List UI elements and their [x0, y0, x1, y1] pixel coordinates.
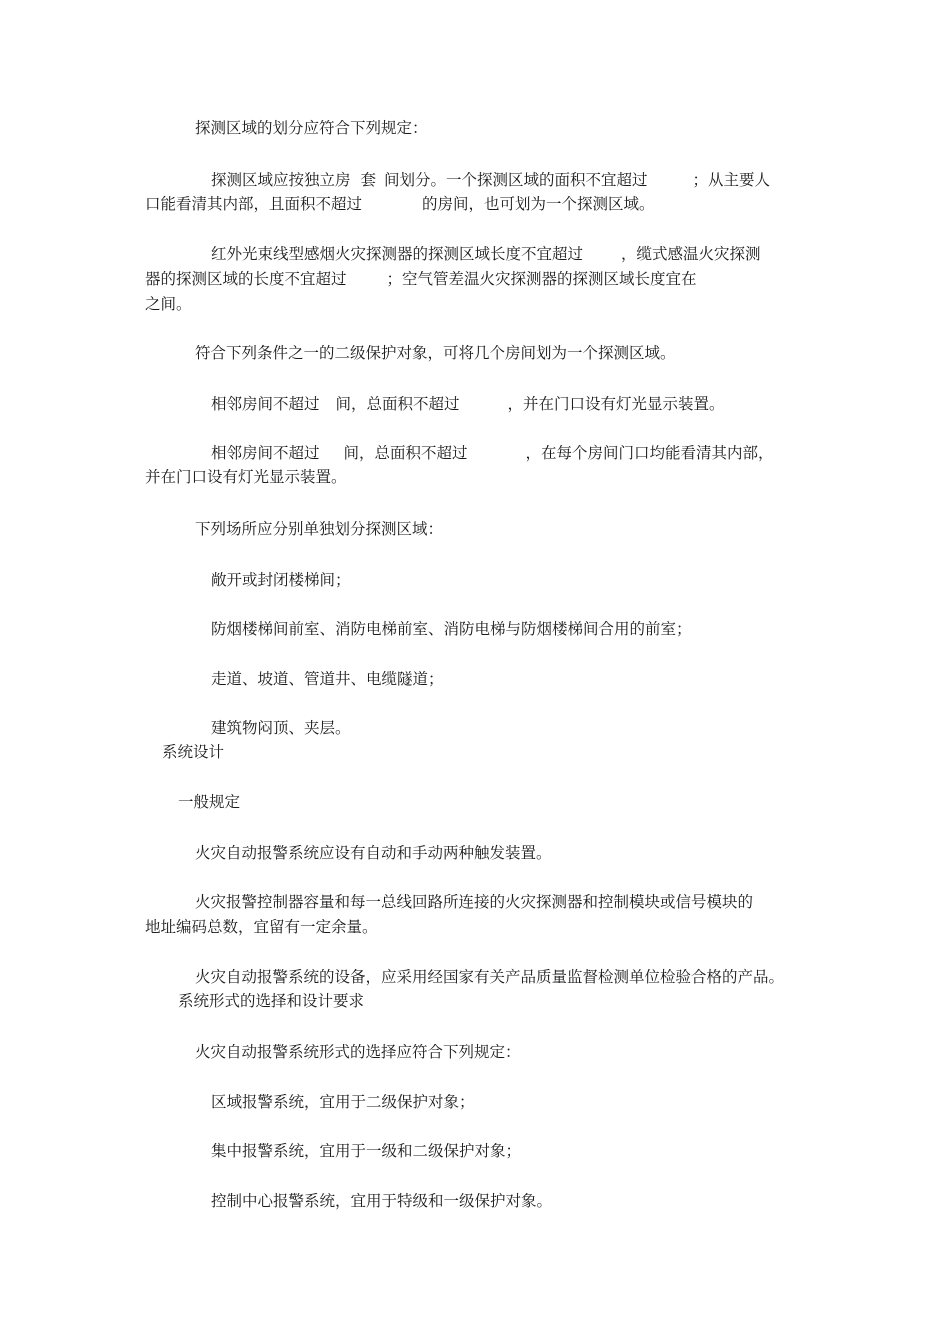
- text-segment: ，缆式感温火灾探测: [621, 245, 761, 263]
- text-segment: ，在每个房间门口均能看清其内部，: [525, 444, 774, 462]
- paragraph-detection-zone-rules: 探测区域的划分应符合下列规定：: [195, 119, 428, 137]
- paragraph-separate-zones: 下列场所应分别单独划分探测区域：: [195, 520, 444, 538]
- subsection-heading: 系统形式的选择和设计要求: [178, 992, 365, 1010]
- paragraph-system-form: 火灾自动报警系统形式的选择应符合下列规定：: [195, 1043, 521, 1061]
- list-item: 集中报警系统，宜用于一级和二级保护对象；: [211, 1142, 522, 1160]
- text-segment: 的房间，也可划为一个探测区域。: [422, 195, 655, 213]
- text-segment: 套: [360, 171, 377, 189]
- text-segment: 间，总面积不超过: [343, 444, 468, 462]
- paragraph-secondary-protection: 符合下列条件之一的二级保护对象，可将几个房间划为一个探测区域。: [195, 344, 676, 362]
- list-item: 敞开或封闭楼梯间；: [211, 571, 351, 589]
- list-item: 走道、坡道、管道井、电缆隧道；: [211, 670, 444, 688]
- paragraph-line: [211, 170, 770, 190]
- paragraph-trigger-devices: 火灾自动报警系统应设有自动和手动两种触发装置。: [195, 844, 552, 862]
- text-segment: 间，总面积不超过: [335, 395, 460, 413]
- text-segment: 相邻房间不超过: [211, 395, 320, 413]
- text-segment: 器的探测区域的长度不宜超过: [145, 270, 347, 288]
- list-item: 防烟楼梯间前室、消防电梯前室、消防电梯与防烟楼梯间合用的前室；: [211, 620, 692, 638]
- section-heading: 系统设计: [162, 743, 225, 761]
- text-segment: 红外光束线型感烟火灾探测器的探测区域长度不宜超过: [211, 245, 584, 263]
- paragraph-equipment: 火灾自动报警系统的设备，应采用经国家有关产品质量监督检测单位检验合格的产品。: [195, 968, 785, 986]
- paragraph-line: 地址编码总数，宜留有一定余量。: [145, 918, 378, 936]
- paragraph-line: [211, 443, 774, 463]
- paragraph-line: [145, 269, 697, 289]
- text-segment: 间划分。一个探测区域的面积不宜超过: [384, 171, 648, 189]
- list-item: 建筑物闷顶、夹层。: [211, 719, 351, 737]
- paragraph-line: 并在门口设有灯光显示装置。: [145, 468, 347, 486]
- paragraph-line: 火灾报警控制器容量和每一总线回路所连接的火灾探测器和控制模块或信号模块的: [195, 893, 754, 911]
- list-item: 控制中心报警系统，宜用于特级和一级保护对象。: [211, 1192, 553, 1210]
- text-segment: 口能看清其内部，且面积不超过: [145, 195, 363, 213]
- text-segment: ；从主要人: [692, 171, 771, 189]
- paragraph-line: [211, 394, 725, 414]
- text-segment: ，并在门口设有灯光显示装置。: [507, 395, 725, 413]
- text-segment: 相邻房间不超过: [211, 444, 320, 462]
- text-segment: 探测区域应按独立房: [211, 171, 351, 189]
- list-item: 区域报警系统，宜用于二级保护对象；: [211, 1093, 475, 1111]
- subsection-heading: 一般规定: [178, 793, 241, 811]
- paragraph-line: 之间。: [145, 295, 192, 313]
- paragraph-line: [211, 244, 761, 264]
- text-segment: ；空气管差温火灾探测器的探测区域长度宜在: [386, 270, 697, 288]
- paragraph-line: [145, 194, 655, 214]
